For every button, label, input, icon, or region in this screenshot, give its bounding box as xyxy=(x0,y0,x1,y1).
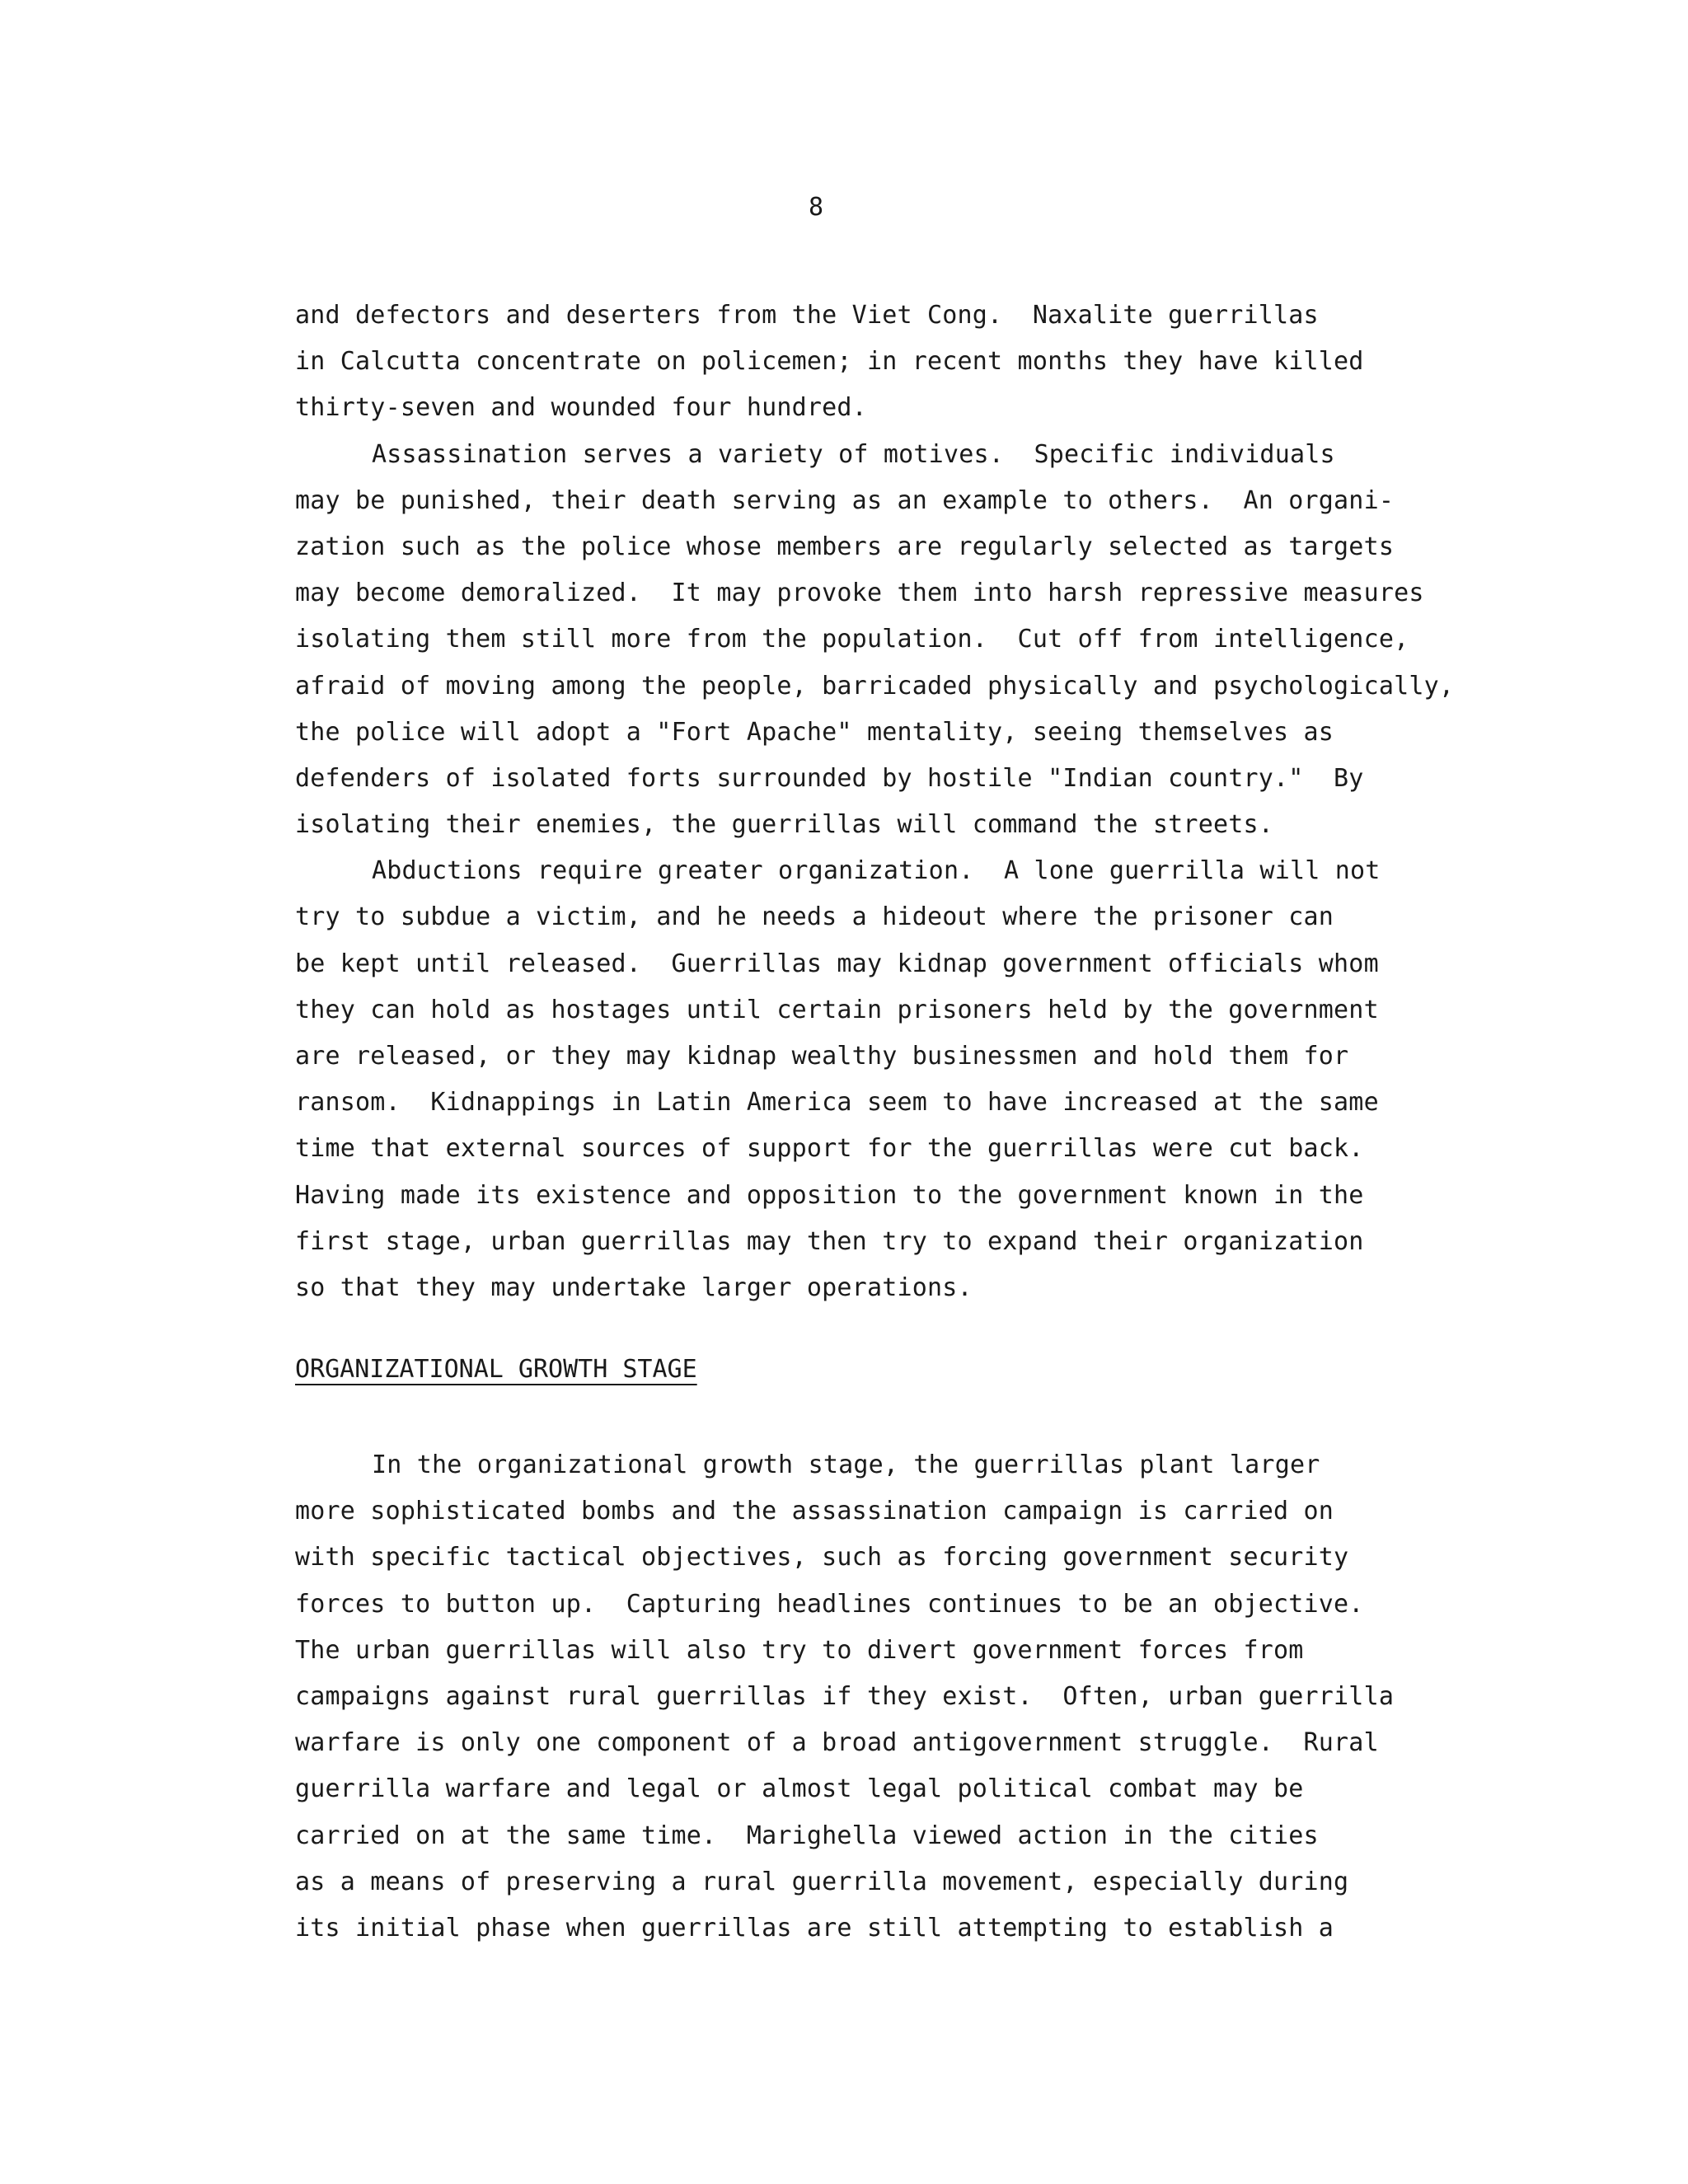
text-line: isolating their enemies, the guerrillas will command the streets. xyxy=(295,810,1273,840)
text-line: in Calcutta concentrate on policemen; in recent months they have killed xyxy=(295,347,1364,377)
text-line: the police will adopt a "Fort Apache" mentality, seeing themselves as xyxy=(295,717,1334,747)
text-line: guerrilla warfare and legal or almost legal political combat may be xyxy=(295,1774,1304,1804)
text-line: more sophisticated bombs and the assassination campaign is carried on xyxy=(295,1497,1334,1526)
text-line: so that they may undertake larger operations. xyxy=(295,1272,973,1302)
text-line: be kept until released. Guerrillas may kidnap government officials whom xyxy=(295,949,1379,978)
body-text-section-1 xyxy=(295,293,1523,1311)
text-line: carried on at the same time. Marighella viewed action in the cities xyxy=(295,1821,1319,1850)
text-line: thirty-seven and wounded four hundred. xyxy=(295,393,867,423)
text-line: may become demoralized. It may provoke them into harsh repressive measures xyxy=(295,579,1424,608)
text-line: as a means of preserving a rural guerrilla movement, especially during xyxy=(295,1867,1349,1896)
text-line: defenders of isolated forts surrounded by hostile "Indian country." By xyxy=(295,763,1364,793)
text-line: time that external sources of support for the guerrillas were cut back. xyxy=(295,1134,1364,1164)
body-text-section-2 xyxy=(295,1442,1523,1952)
paragraph-start-line: Assassination serves a variety of motives. Specific individuals xyxy=(372,439,1335,469)
text-line: Having made its existence and opposition to the government known in the xyxy=(295,1180,1364,1210)
text-line: forces to button up. Capturing headlines continues to be an objective. xyxy=(295,1589,1364,1619)
text-line: its initial phase when guerrillas are still attempting to establish a xyxy=(295,1913,1334,1943)
text-line: are released, or they may kidnap wealthy businessmen and hold them for xyxy=(295,1042,1349,1071)
text-line: with specific tactical objectives, such as forcing government security xyxy=(295,1543,1349,1572)
text-line: first stage, urban guerrillas may then try to expand their organization xyxy=(295,1226,1364,1256)
paragraph-start-line: Abductions require greater organization. A lone guerrilla will not xyxy=(372,856,1381,886)
text-line: warfare is only one component of a broad antigovernment struggle. Rural xyxy=(295,1728,1379,1758)
paragraph-start-line: In the organizational growth stage, the guerrillas plant larger xyxy=(372,1451,1320,1479)
section-heading: ORGANIZATIONAL GROWTH STAGE xyxy=(295,1355,697,1384)
text-line: campaigns against rural guerrillas if they exist. Often, urban guerrilla xyxy=(295,1681,1395,1711)
text-line: and defectors and deserters from the Viet Cong. Naxalite guerrillas xyxy=(295,301,1319,330)
text-line: try to subdue a victim, and he needs a hideout where the prisoner can xyxy=(295,902,1334,932)
text-line: isolating them still more from the population. Cut off from intelligence, xyxy=(295,625,1409,654)
text-line: ransom. Kidnappings in Latin America seem to have increased at the same xyxy=(295,1088,1379,1118)
text-line: may be punished, their death serving as an example to others. An organi- xyxy=(295,485,1395,515)
page-number: 8 xyxy=(808,193,824,222)
text-line: they can hold as hostages until certain prisoners held by the government xyxy=(295,995,1379,1024)
text-line: afraid of moving among the people, barricaded physically and psychologically, xyxy=(295,671,1455,701)
text-line: The urban guerrillas will also try to divert government forces from xyxy=(295,1635,1304,1665)
text-line: zation such as the police whose members are regularly selected as targets xyxy=(295,532,1395,561)
